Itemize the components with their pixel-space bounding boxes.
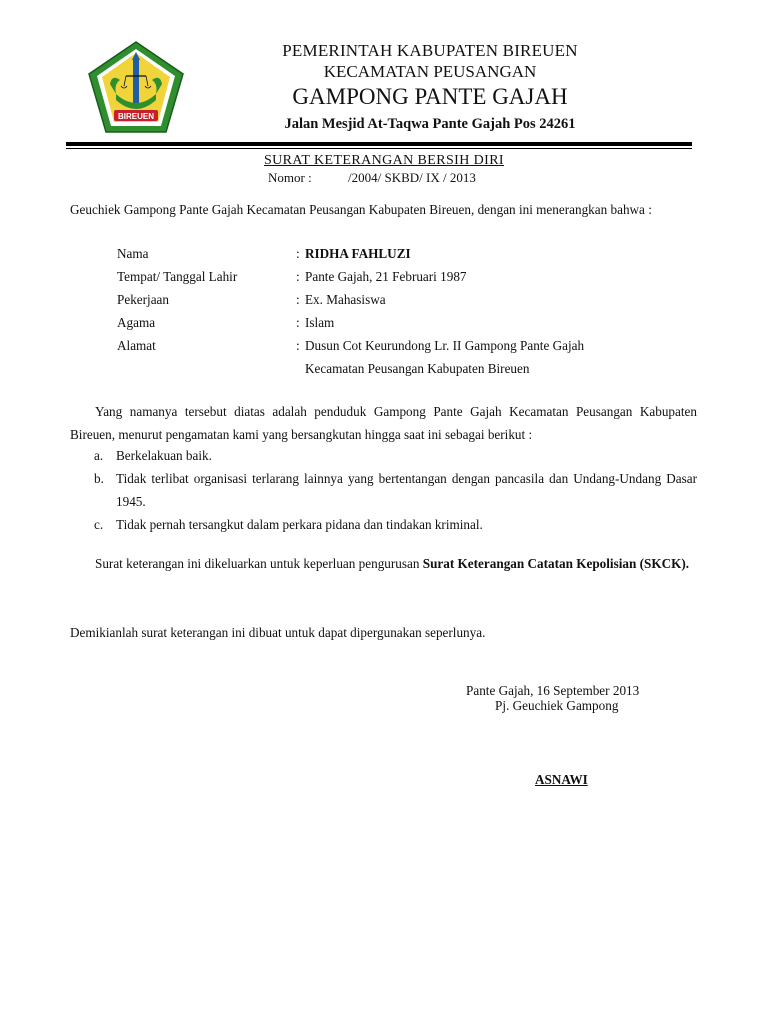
purpose-paragraph <box>70 552 697 575</box>
list-item <box>70 513 697 536</box>
field-row-name <box>117 242 697 265</box>
field-value-birth: Pante Gajah, 21 Februari 1987 <box>305 269 467 284</box>
field-row-religion <box>117 311 697 334</box>
field-row-address-continuation <box>117 357 697 380</box>
list-text: Berkelakuan baik. <box>116 448 212 463</box>
field-value-occupation: Ex. Mahasiswa <box>305 292 386 307</box>
field-colon: : <box>296 269 300 284</box>
letterhead-government: PEMERINTAH KABUPATEN BIREUEN <box>282 41 578 60</box>
signatory-name: ASNAWI <box>535 772 588 787</box>
field-row-occupation <box>117 288 697 311</box>
field-colon: : <box>296 315 300 330</box>
document-number <box>268 170 476 186</box>
letterhead-district: KECAMATAN PEUSANGAN <box>323 62 537 81</box>
statement-paragraph: Yang namanya tersebut diatas adalah penduduk Gampong Pante Gajah Kecamatan Peusangan Kabupaten Bireuen, menurut pengamatan kami yang bersangkutan hingga saat ini sebagai berikut : <box>70 404 697 442</box>
field-value-name: RIDHA FAHLUZI <box>305 246 411 261</box>
closing-paragraph: Demikianlah surat keterangan ini dibuat untuk dapat dipergunakan seperlunya. <box>70 625 486 640</box>
field-row-address <box>117 334 697 357</box>
letterhead-divider-thin <box>66 148 692 149</box>
signature-position: Pj. Geuchiek Gampong <box>495 698 619 713</box>
document-title-text: SURAT KETERANGAN BERSIH DIRI <box>263 153 504 168</box>
field-value-address: Dusun Cot Keurundong Lr. II Gampong Pante Gajah <box>305 338 585 353</box>
letterhead-divider-thick <box>66 142 692 146</box>
field-label: Alamat <box>117 338 156 353</box>
document-title <box>0 153 768 169</box>
list-marker: a. <box>94 448 104 463</box>
intro-paragraph: Geuchiek Gampong Pante Gajah Kecamatan Peusangan Kabupaten Bireuen, dengan ini menerangkan bahwa : <box>70 202 652 217</box>
field-label: Agama <box>117 315 156 330</box>
document-number-value: /2004/ SKBD/ IX / 2013 <box>348 170 476 185</box>
field-label: Nama <box>117 246 149 261</box>
emblem-caption: BIREUEN <box>117 112 155 121</box>
bireuen-emblem-logo <box>86 40 186 134</box>
list-marker: b. <box>94 471 104 486</box>
field-label: Pekerjaan <box>117 292 169 307</box>
letterhead-village: GAMPONG PANTE GAJAH <box>292 84 568 109</box>
list-marker: c. <box>94 517 104 532</box>
list-item <box>70 444 697 467</box>
field-label: Tempat/ Tanggal Lahir <box>117 269 238 284</box>
field-colon: : <box>296 338 300 353</box>
field-value-address-line2: Kecamatan Peusangan Kabupaten Bireuen <box>305 361 530 376</box>
field-colon: : <box>296 246 300 261</box>
list-text: Tidak pernah tersangkut dalam perkara pidana dan tindakan kriminal. <box>116 517 483 532</box>
signature-place-date: Pante Gajah, 16 September 2013 <box>466 683 640 698</box>
list-item <box>70 467 697 513</box>
list-text: Tidak terlibat organisasi terlarang lainnya yang bertentangan dengan pancasila dan Undang-Undang Dasar 1945. <box>116 471 697 509</box>
field-value-religion: Islam <box>305 315 335 330</box>
identity-fields <box>117 242 697 380</box>
purpose-text: Surat keterangan ini dikeluarkan untuk keperluan pengurusan <box>95 556 423 571</box>
letterhead <box>200 40 660 134</box>
letterhead-address: Jalan Mesjid At-Taqwa Pante Gajah Pos 24261 <box>284 116 576 132</box>
conduct-list <box>70 444 697 536</box>
field-colon: : <box>296 292 300 307</box>
document-number-label: Nomor : <box>268 170 312 185</box>
field-row-birth <box>117 265 697 288</box>
purpose-skck: Surat Keterangan Catatan Kepolisian (SKCK). <box>422 556 690 571</box>
